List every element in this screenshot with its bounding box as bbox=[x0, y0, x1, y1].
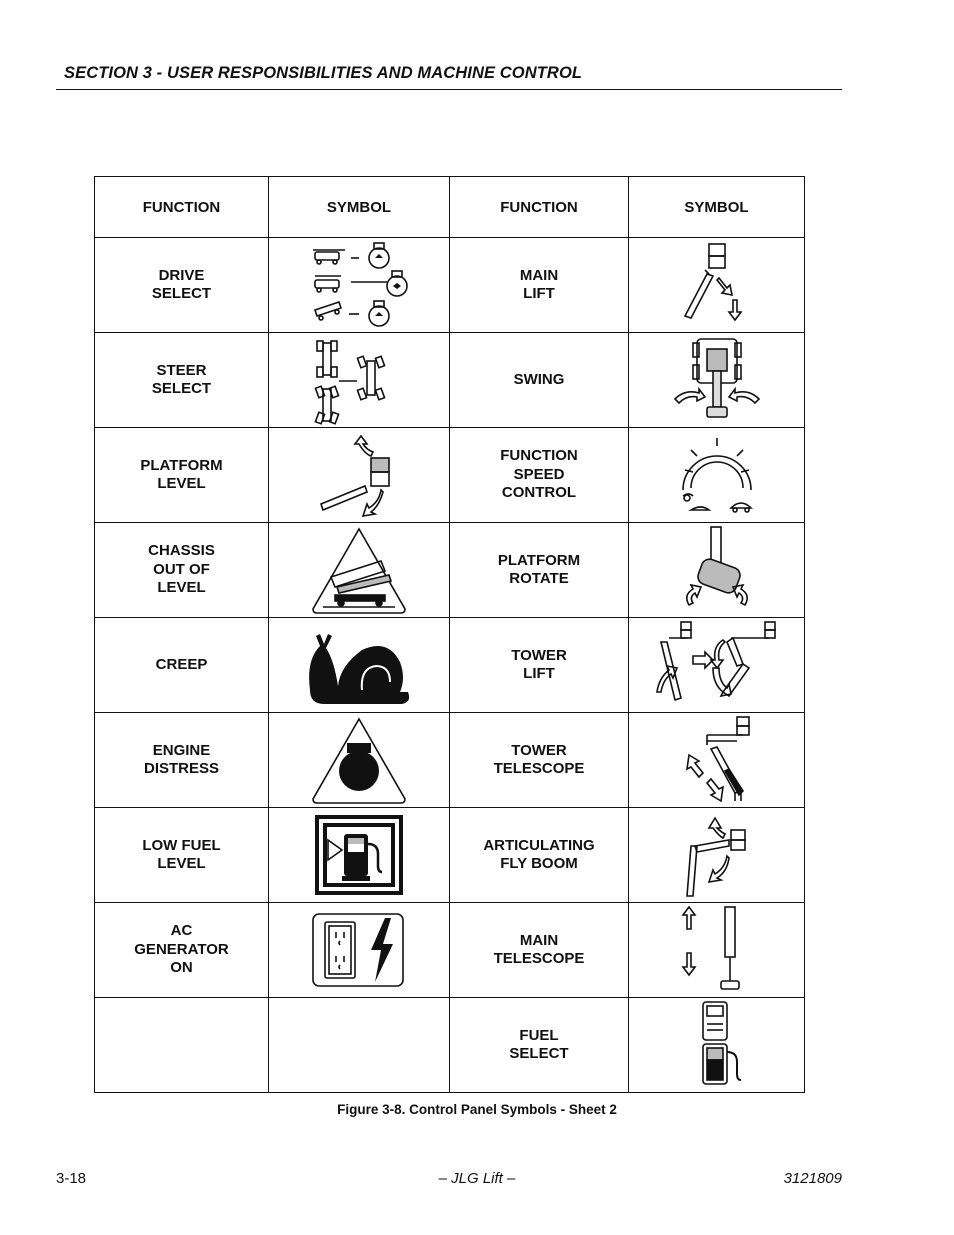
column-header-symbol: SYMBOL bbox=[629, 177, 805, 238]
control-panel-symbols-table bbox=[94, 176, 805, 1093]
column-header-symbol: SYMBOL bbox=[269, 177, 450, 238]
function-label: CHASSIS OUT OF LEVEL bbox=[95, 523, 269, 618]
function-label: MAIN LIFT bbox=[450, 238, 629, 333]
function-label: SWING bbox=[450, 333, 629, 428]
header-rule bbox=[56, 89, 842, 90]
table-row bbox=[95, 808, 805, 903]
function-label: PLATFORM LEVEL bbox=[95, 428, 269, 523]
figure-caption: Figure 3-8. Control Panel Symbols - Sheet 2 bbox=[337, 1102, 617, 1117]
section-title: SECTION 3 - USER RESPONSIBILITIES AND MACHINE CONTROL bbox=[64, 64, 583, 82]
table-row bbox=[95, 333, 805, 428]
main-telescope-icon bbox=[629, 903, 805, 998]
function-label: FUNCTION SPEED CONTROL bbox=[450, 428, 629, 523]
table-row bbox=[95, 998, 805, 1093]
function-label: PLATFORM ROTATE bbox=[450, 523, 629, 618]
function-label: MAIN TELESCOPE bbox=[450, 903, 629, 998]
platform-level-icon bbox=[269, 428, 450, 523]
ac-generator-icon bbox=[269, 903, 450, 998]
empty-symbol-cell bbox=[269, 998, 450, 1093]
tower-lift-icon bbox=[629, 618, 805, 713]
table-row bbox=[95, 428, 805, 523]
table-row bbox=[95, 713, 805, 808]
table-header-row bbox=[95, 177, 805, 238]
articulating-fly-boom-icon bbox=[629, 808, 805, 903]
column-header-function: FUNCTION bbox=[95, 177, 269, 238]
engine-distress-icon bbox=[269, 713, 450, 808]
document-number: 3121809 bbox=[783, 1170, 842, 1187]
fuel-select-icon bbox=[629, 998, 805, 1093]
page-number: 3-18 bbox=[56, 1170, 87, 1187]
chassis-out-of-level-icon bbox=[269, 523, 450, 618]
low-fuel-level-icon bbox=[269, 808, 450, 903]
function-label bbox=[95, 998, 269, 1093]
tower-telescope-icon bbox=[629, 713, 805, 808]
table-row bbox=[95, 523, 805, 618]
table-row bbox=[95, 618, 805, 713]
platform-rotate-icon bbox=[629, 523, 805, 618]
swing-icon bbox=[629, 333, 805, 428]
function-label: LOW FUEL LEVEL bbox=[95, 808, 269, 903]
drive-select-icon bbox=[269, 238, 450, 333]
steer-select-icon bbox=[269, 333, 450, 428]
function-speed-control-icon bbox=[629, 428, 805, 523]
table-row bbox=[95, 903, 805, 998]
function-label: ENGINE DISTRESS bbox=[95, 713, 269, 808]
function-label: TOWER TELESCOPE bbox=[450, 713, 629, 808]
function-label: AC GENERATOR ON bbox=[95, 903, 269, 998]
creep-snail-icon bbox=[269, 618, 450, 713]
function-label: DRIVE SELECT bbox=[95, 238, 269, 333]
main-lift-icon bbox=[629, 238, 805, 333]
footer-publisher: – JLG Lift – bbox=[438, 1170, 516, 1187]
function-label: FUEL SELECT bbox=[450, 998, 629, 1093]
table-row bbox=[95, 238, 805, 333]
column-header-function: FUNCTION bbox=[450, 177, 629, 238]
function-label: STEER SELECT bbox=[95, 333, 269, 428]
function-label: TOWER LIFT bbox=[450, 618, 629, 713]
function-label: CREEP bbox=[95, 618, 269, 713]
function-label: ARTICULATING FLY BOOM bbox=[450, 808, 629, 903]
